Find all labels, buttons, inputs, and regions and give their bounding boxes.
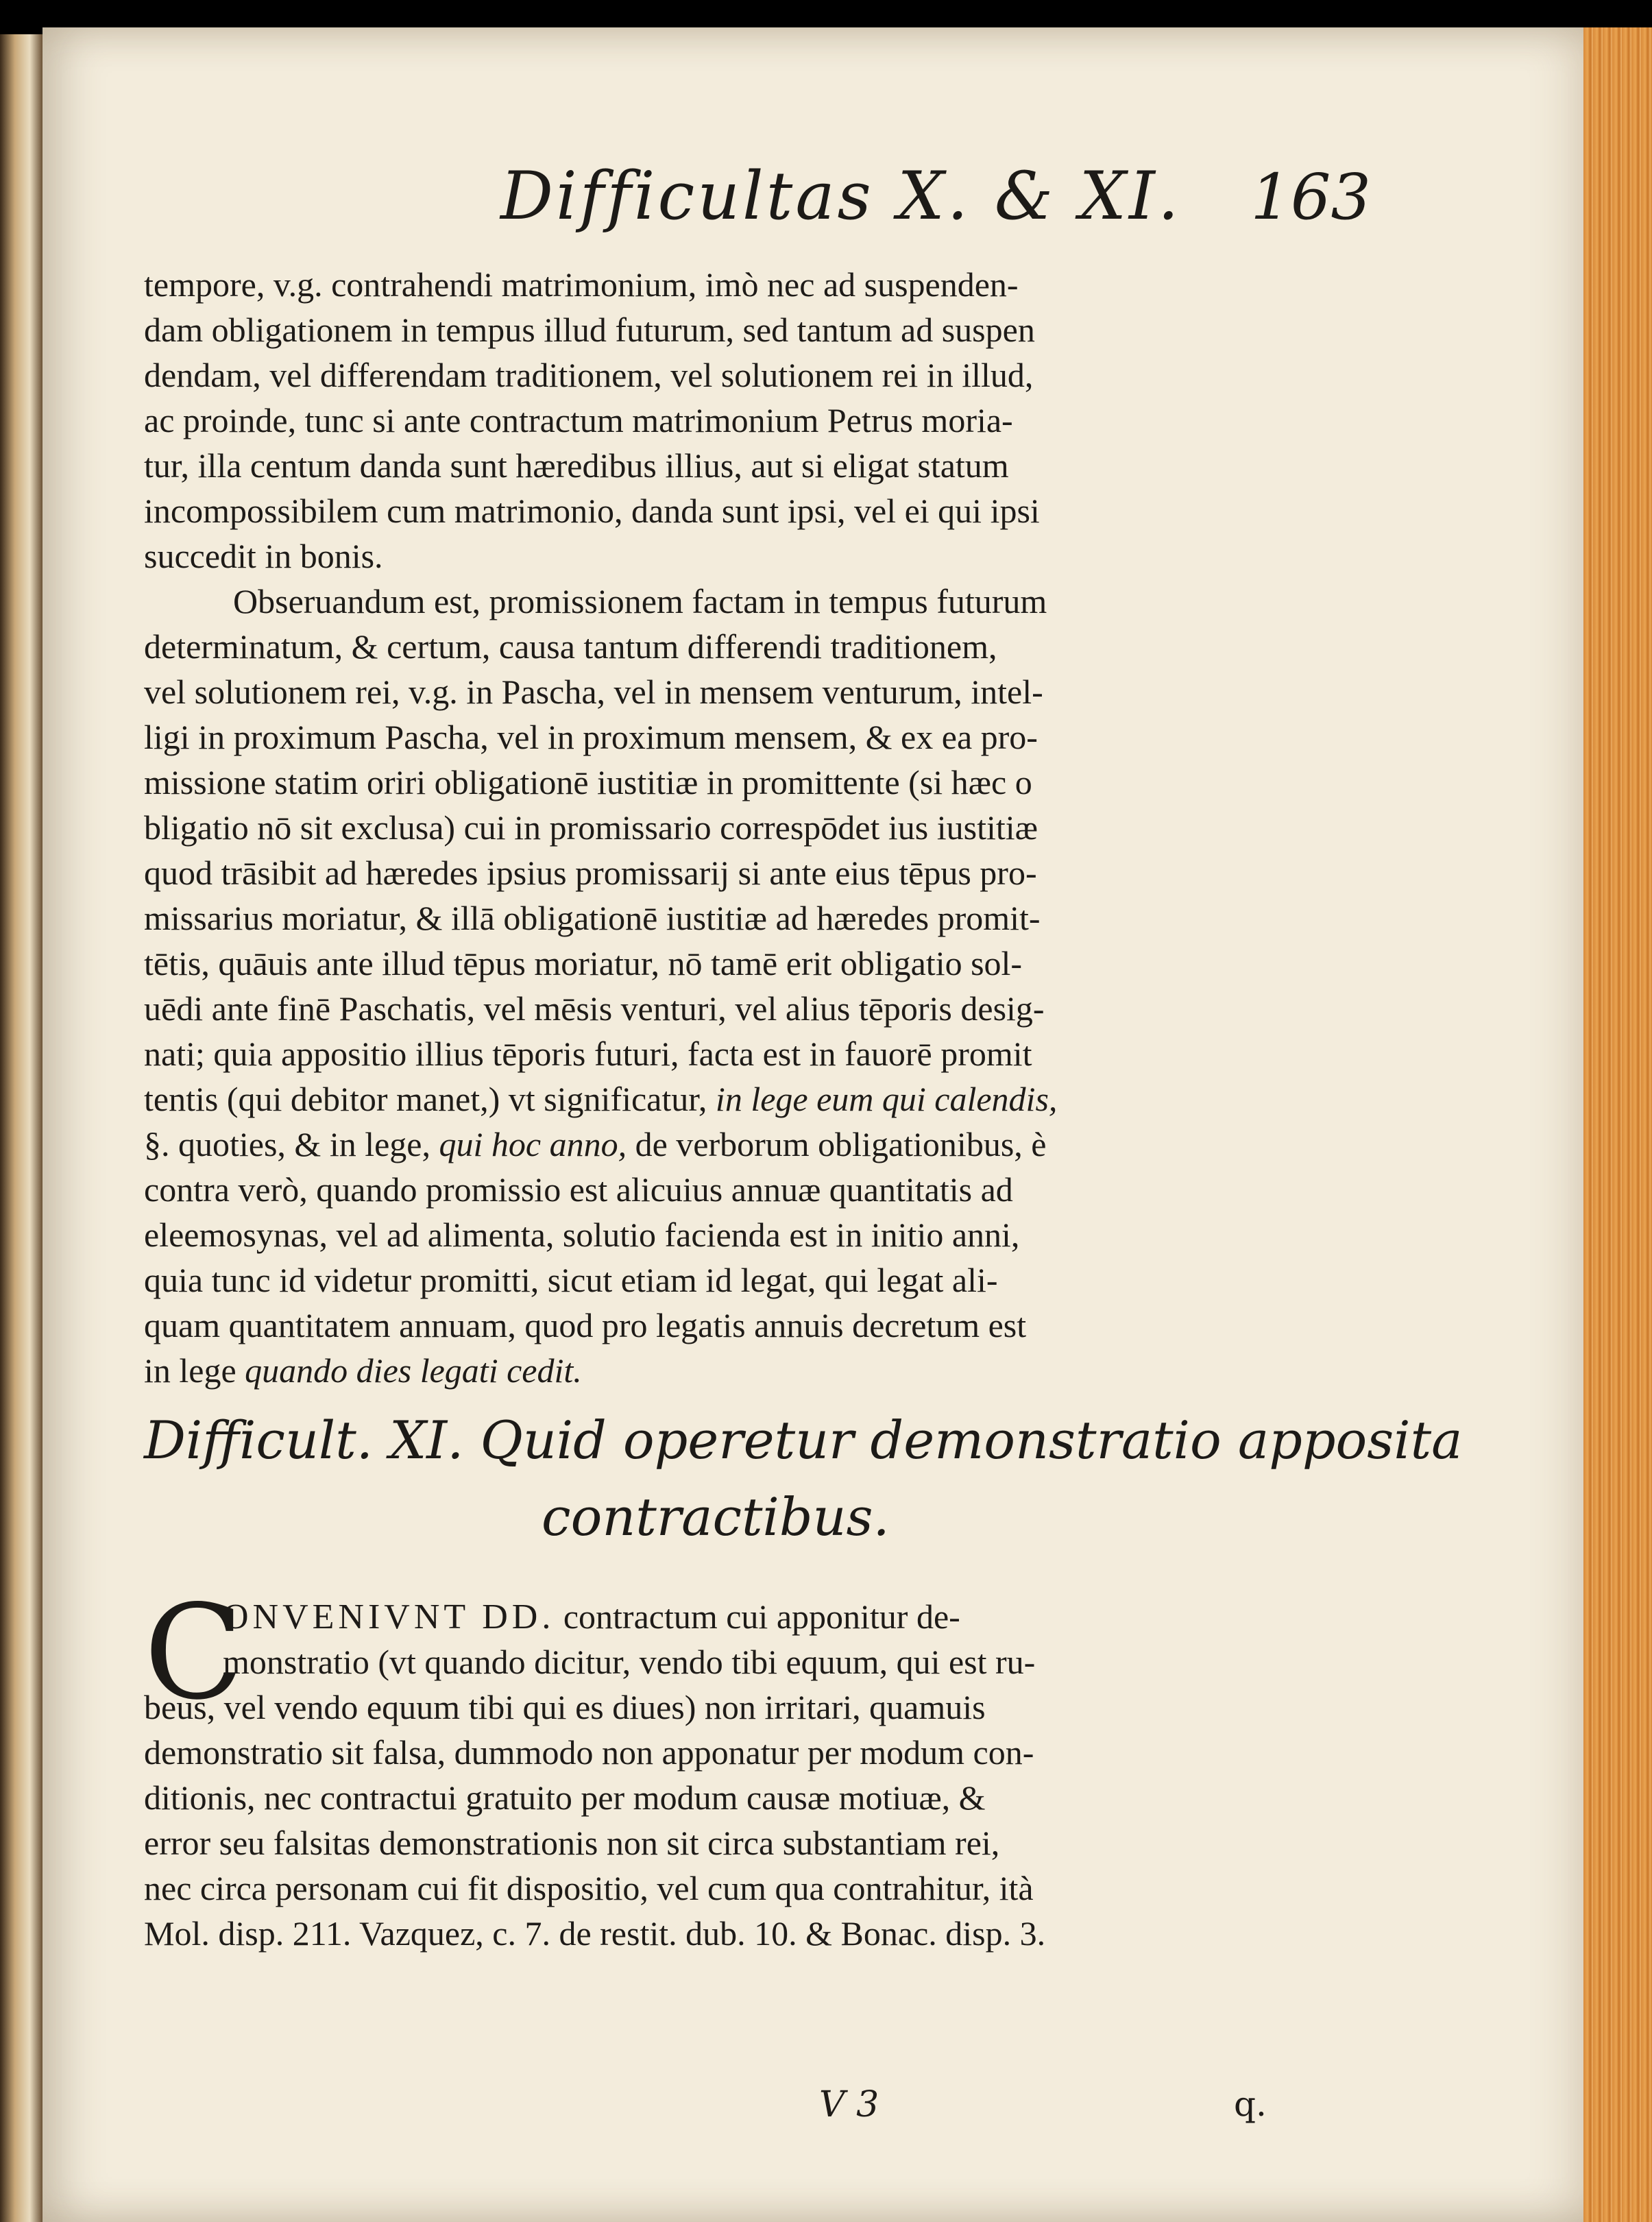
text-line [144, 1122, 1268, 1167]
text-line: determinatum, & certum, causa tantum differendi traditionem, [144, 627, 997, 666]
text-line: succedit in bonis. [144, 537, 383, 575]
text-line: contra verò, quando promissio est alicuius annuæ quantitatis ad [144, 1170, 1013, 1209]
signature-mark: V 3 [819, 2084, 879, 2125]
text-span: in lege [144, 1351, 245, 1390]
text-line [144, 1076, 1268, 1122]
text-line: missarius moriatur, & illā obligationē iustitiæ ad hæredes promit- [144, 899, 1041, 937]
text-line: quam quantitatem annuam, quod pro legatis annuis decretum est [144, 1306, 1027, 1344]
text-line: bligatio nō sit exclusa) cui in promissario correspōdet ius iustitiæ [144, 808, 1038, 847]
running-head: Difficultas X. & XI. [500, 158, 1182, 234]
text-line: demonstratio sit falsa, dummodo non apponatur per modum con- [144, 1733, 1034, 1772]
legal-citation: qui hoc anno, [439, 1125, 627, 1163]
section-heading-line: contractibus. [542, 1486, 890, 1547]
text-line: monstratio (vt quando dicitur, vendo tibi equum, qui est ru- [223, 1643, 1036, 1681]
legal-citation: quando dies legati cedit. [245, 1351, 582, 1390]
text-line: ligi in proximum Pascha, vel in proximum mensem, & ex ea pro- [144, 718, 1038, 756]
text-span: tentis (qui debitor manet,) vt significatur, [144, 1080, 716, 1118]
text-line [144, 1348, 1268, 1393]
text-line: beus, vel vendo equum tibi qui es diues) non irritari, quamuis [144, 1688, 986, 1726]
page-number: 163 [1250, 160, 1371, 234]
text-span: contractum cui apponitur de- [555, 1597, 960, 1636]
lead-capitals: ONVENIVNT DD. [223, 1597, 555, 1637]
main-text [144, 262, 1268, 1393]
text-line: ditionis, nec contractui gratuito per modum causæ motiuæ, & [144, 1778, 986, 1817]
text-line: uēdi ante finē Paschatis, vel mēsis venturi, vel alius tēporis desig- [144, 989, 1045, 1028]
text-line: tētis, quāuis ante illud tēpus moriatur, nō tamē erit obligatio sol- [144, 944, 1023, 982]
catchword: q. [1234, 2084, 1267, 2124]
text-line: ac proinde, tunc si ante contractum matrimonium Petrus moria- [144, 401, 1013, 439]
drop-cap: C [144, 1577, 244, 1728]
text-line: tempore, v.g. contrahendi matrimonium, imò nec ad suspenden- [144, 265, 1019, 304]
text-line: dendam, vel differendam traditionem, vel solutionem rei in illud, [144, 356, 1034, 394]
text-span: de verborum obligationibus, è [627, 1125, 1047, 1163]
section-heading [144, 1402, 1463, 1556]
text-line: Obseruandum est, promissionem factam in tempus futurum [233, 582, 1047, 620]
text-line: quia tunc id videtur promitti, sicut etiam id legat, qui legat ali- [144, 1261, 998, 1299]
text-line: nec circa personam cui fit dispositio, vel cum qua contrahitur, ità [144, 1869, 1034, 1907]
text-line: tur, illa centum danda sunt hæredibus illius, aut si eligat statum [144, 446, 1009, 485]
section-body [144, 1577, 1268, 1957]
text-line: eleemosynas, vel ad alimenta, solutio facienda est in initio anni, [144, 1216, 1020, 1254]
page-header [473, 151, 1371, 254]
text-line: nati; quia appositio illius tēporis futuri, facta est in fauorē promit [144, 1035, 1032, 1073]
text-line: vel solutionem rei, v.g. in Pascha, vel in mensem venturum, intel- [144, 673, 1043, 711]
text-line: incompossibilem cum matrimonio, danda sunt ipsi, vel ei qui ipsi [144, 492, 1040, 530]
page-fore-edge [1583, 27, 1652, 2222]
text-line: Mol. disp. 211. Vazquez, c. 7. de restit. dub. 10. & Bonac. disp. 3. [144, 1914, 1046, 1953]
text-span: §. quoties, & in lege, [144, 1125, 439, 1163]
text-line: error seu falsitas demonstrationis non sit circa substantiam rei, [144, 1824, 1000, 1862]
left-page-edge [0, 34, 42, 2222]
text-line [144, 1595, 1268, 1640]
text-line: dam obligationem in tempus illud futurum, sed tantum ad suspen [144, 311, 1035, 349]
legal-citation: in lege eum qui calendis, [715, 1080, 1058, 1118]
text-line: missione statim oriri obligationē iustitiæ in promittente (si hæc o [144, 763, 1032, 801]
text-line: quod trāsibit ad hæredes ipsius promissarij si ante eius tēpus pro- [144, 854, 1037, 892]
section-heading-line: Difficult. XI. Quid operetur demonstratio apposita [144, 1410, 1463, 1471]
